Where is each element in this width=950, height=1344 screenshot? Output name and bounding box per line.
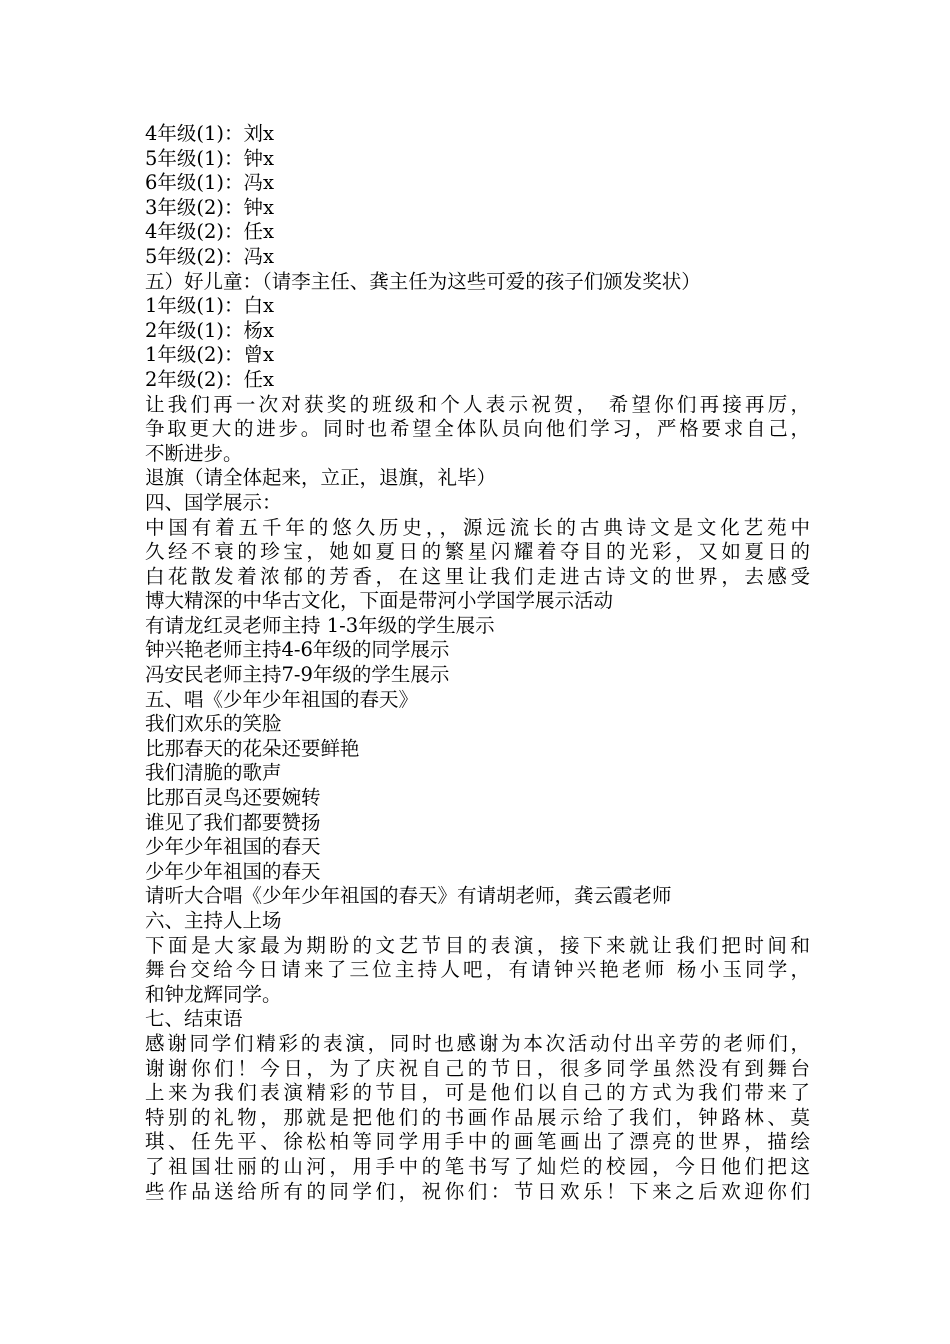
text-line: 了祖国壮丽的山河，用手中的笔书写了灿烂的校园，今日他们把这: [145, 1154, 810, 1178]
text-line: 些作品送给所有的同学们，祝你们：节日欢乐！下来之后欢迎你们: [145, 1179, 810, 1203]
text-line: 1年级(1)：白x: [145, 294, 275, 318]
text-line: 六、主持人上场: [145, 909, 282, 932]
text-line: 4年级(1)：刘x: [145, 122, 275, 145]
text-line: 七、结束语: [145, 1007, 243, 1031]
text-line: 让我们再一次对获奖的班级和个人表示祝贺， 希望你们再接再厉，: [145, 392, 810, 416]
text-line: 上来为我们表演精彩的节目，可是他们以自己的方式为我们带来了: [145, 1081, 810, 1105]
text-line: 5年级(2)：冯x: [145, 244, 275, 268]
text-line: 退旗（请全体起来，立正，退旗，礼毕）: [145, 466, 497, 490]
text-line: 琪、任先平、徐松柏等同学用手中的画笔画出了漂亮的世界，描绘: [145, 1130, 810, 1154]
text-line: 6年级(1)：冯x: [145, 171, 275, 195]
text-line: 博大精深的中华古文化，下面是带河小学国学展示活动: [145, 589, 614, 613]
text-line: 白花散发着浓郁的芳香，在这里让我们走进古诗文的世界，去感受: [145, 564, 810, 588]
text-line: 钟兴艳老师主持4-6年级的同学展示: [145, 638, 450, 662]
text-line: 不断进步。: [145, 441, 243, 465]
document-body: [145, 122, 810, 1204]
text-line: 2年级(2)：任x: [145, 367, 275, 391]
text-line: 中国有着五千年的悠久历史，，源远流长的古典诗文是文化艺苑中: [145, 515, 810, 539]
text-line: 五）好儿童：（请李主任、龚主任为这些可爱的孩子们颁发奖状）: [145, 269, 701, 293]
text-line: 特别的礼物，那就是把他们的书画作品展示给了我们，钟路林、莫: [145, 1105, 810, 1129]
text-line: 5年级(1)：钟x: [145, 146, 275, 170]
text-line: 下面是大家最为期盼的文艺节目的表演，接下来就让我们把时间和: [145, 933, 810, 957]
text-line: 3年级(2)：钟x: [145, 195, 275, 219]
text-line: 四、国学展示：: [145, 490, 282, 514]
text-line: 比那春天的花朵还要鲜艳: [145, 736, 360, 760]
text-line: 2年级(1)：杨x: [145, 318, 275, 342]
text-line: 谢谢你们！今日，为了庆祝自己的节日，很多同学虽然没有到舞台: [145, 1056, 810, 1080]
text-line: 我们清脆的歌声: [145, 761, 282, 785]
text-line: 少年少年祖国的春天: [145, 835, 321, 859]
text-line: 五、唱《少年少年祖国的春天》: [145, 687, 419, 711]
text-line: 争取更大的进步。同时也希望全体队员向他们学习，严格要求自己，: [145, 417, 810, 441]
text-line: 谁见了我们都要赞扬: [145, 810, 321, 834]
text-line: 1年级(2)：曾x: [145, 343, 275, 367]
text-line: 我们欢乐的笑脸: [145, 712, 282, 736]
text-line: 和钟龙辉同学。: [145, 982, 282, 1006]
text-line: 久经不衰的珍宝，她如夏日的繁星闪耀着夺目的光彩，又如夏日的: [145, 540, 810, 564]
text-line: 少年少年祖国的春天: [145, 859, 321, 883]
text-line: 冯安民老师主持7-9年级的学生展示: [145, 663, 450, 687]
text-line: 舞台交给今日请来了三位主持人吧，有请钟兴艳老师 杨小玉同学，: [145, 958, 810, 982]
text-line: 感谢同学们精彩的表演，同时也感谢为本次活动付出辛劳的老师们，: [145, 1031, 810, 1055]
text-line: 请听大合唱《少年少年祖国的春天》有请胡老师，龚云霞老师: [145, 884, 672, 908]
text-line: 有请龙红灵老师主持 1-3年级的学生展示: [145, 613, 495, 637]
text-line: 4年级(2)：任x: [145, 220, 275, 244]
text-line: 比那百灵鸟还要婉转: [145, 786, 321, 810]
